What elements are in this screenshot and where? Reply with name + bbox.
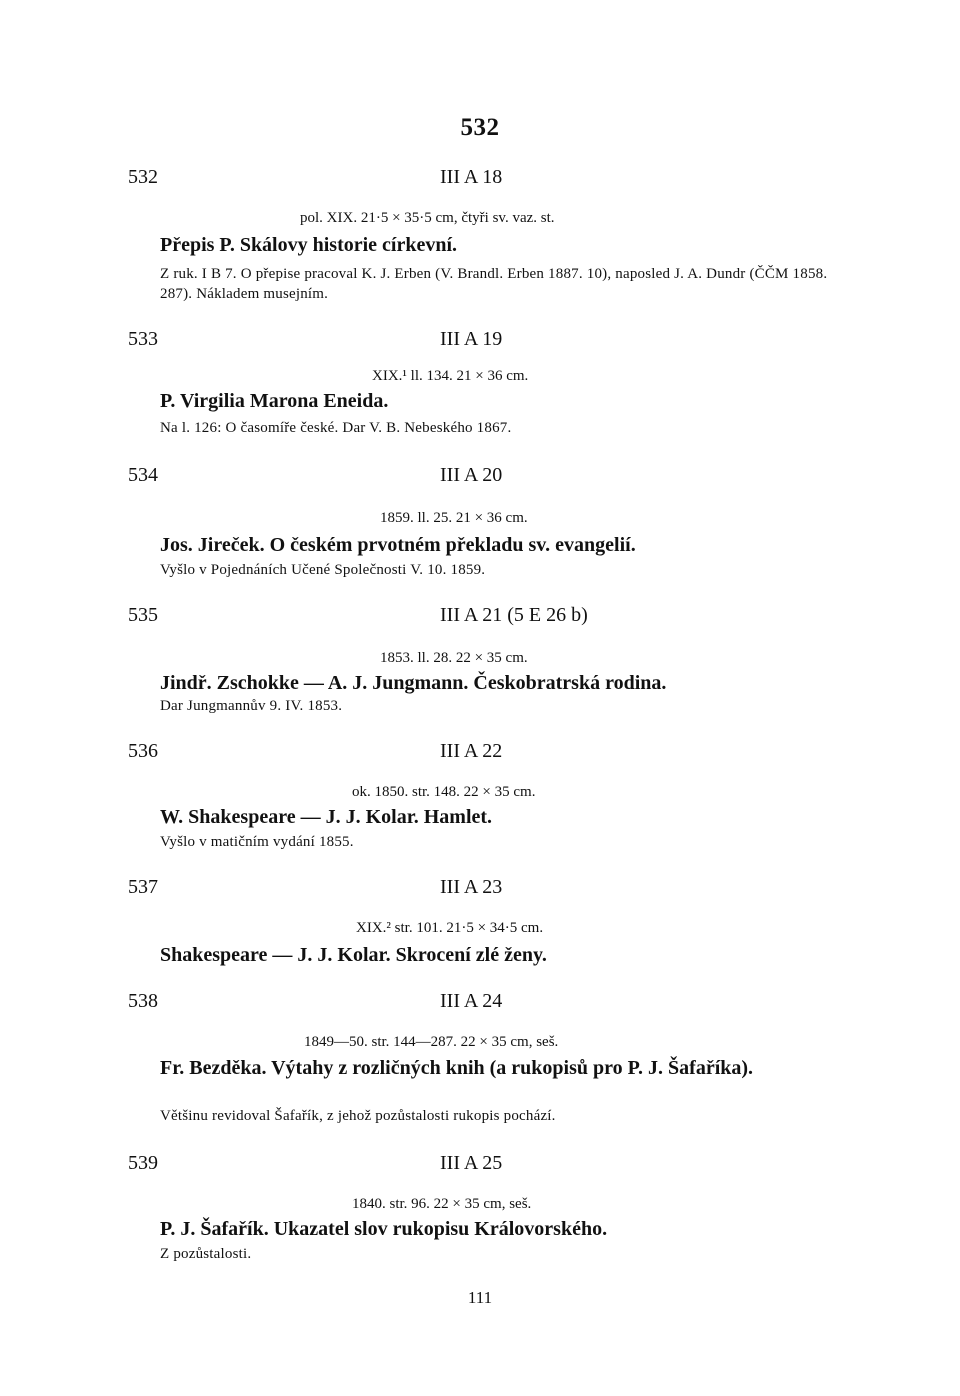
entry-number: 536 [128,740,158,762]
entry-note: Dar Jungmannův 9. IV. 1853. [160,698,343,714]
entry-title: Shakespeare — J. J. Kolar. Skrocení zlé ženy. [160,944,547,966]
entry-signature: III A 25 [440,1152,503,1174]
entry-signature: III A 21 (5 E 26 b) [440,604,588,626]
entry-physical: 1853. ll. 28. 22 × 35 cm. [380,650,528,666]
entry-note: Z pozůstalosti. [160,1246,252,1262]
entry-physical: 1849—50. str. 144—287. 22 × 35 cm, seš. [304,1034,559,1050]
entry-signature: III A 18 [440,166,503,188]
entry-number: 533 [128,328,158,350]
entry-title: Jos. Jireček. O českém prvotném překladu sv. evangelií. [160,534,636,556]
entry-note: Vyšlo v Pojednáních Učené Společnosti V. 10. 1859. [160,562,486,578]
entry-title: Fr. Bezděka. Výtahy z rozličných knih (a rukopisů pro P. J. Šafaříka). [160,1057,754,1079]
entry-signature: III A 24 [440,990,503,1012]
entry-signature: III A 23 [440,876,503,898]
entry-title: P. Virgilia Marona Eneida. [160,390,389,412]
entry-note: Na l. 126: O časomíře české. Dar V. B. Nebeského 1867. [160,420,512,436]
entry-physical: ok. 1850. str. 148. 22 × 35 cm. [352,784,536,800]
entry-physical: XIX.¹ ll. 134. 21 × 36 cm. [372,368,529,384]
entry-signature: III A 22 [440,740,503,762]
entry-title: P. J. Šafařík. Ukazatel slov rukopisu Královorského. [160,1218,608,1240]
entry-physical: 1840. str. 96. 22 × 35 cm, seš. [352,1196,532,1212]
entry-number: 535 [128,604,158,626]
entry-note: Z ruk. I B 7. O přepise pracoval K. J. Erben (V. Brandl. Erben 1887. 10), naposled J. A. Dundr (ČČM 1858. 287). Nákladem musejním. [160,266,828,302]
entry-title: Jindř. Zschokke — A. J. Jungmann. Českobratrská rodina. [160,672,667,694]
entry-signature: III A 19 [440,328,503,350]
page-number-top: 532 [460,114,500,141]
entry-note: Většinu revidoval Šafařík, z jehož pozůstalosti rukopis pochází. [160,1108,556,1124]
entry-physical: 1859. ll. 25. 21 × 36 cm. [380,510,528,526]
entry-physical: pol. XIX. 21·5 × 35·5 cm, čtyři sv. vaz. st. [300,210,555,226]
entry-physical: XIX.² str. 101. 21·5 × 34·5 cm. [356,920,544,936]
entry-note: Vyšlo v matičním vydání 1855. [160,834,354,850]
entry-title: Přepis P. Skálovy historie církevní. [160,234,458,256]
entry-signature: III A 20 [440,464,503,486]
page-footer-number: 111 [467,1288,493,1307]
entry-number: 539 [128,1152,158,1174]
entry-number: 532 [128,166,158,188]
entry-number: 534 [128,464,158,486]
entry-number: 537 [128,876,158,898]
entry-number: 538 [128,990,158,1012]
entry-title: W. Shakespeare — J. J. Kolar. Hamlet. [160,806,493,828]
